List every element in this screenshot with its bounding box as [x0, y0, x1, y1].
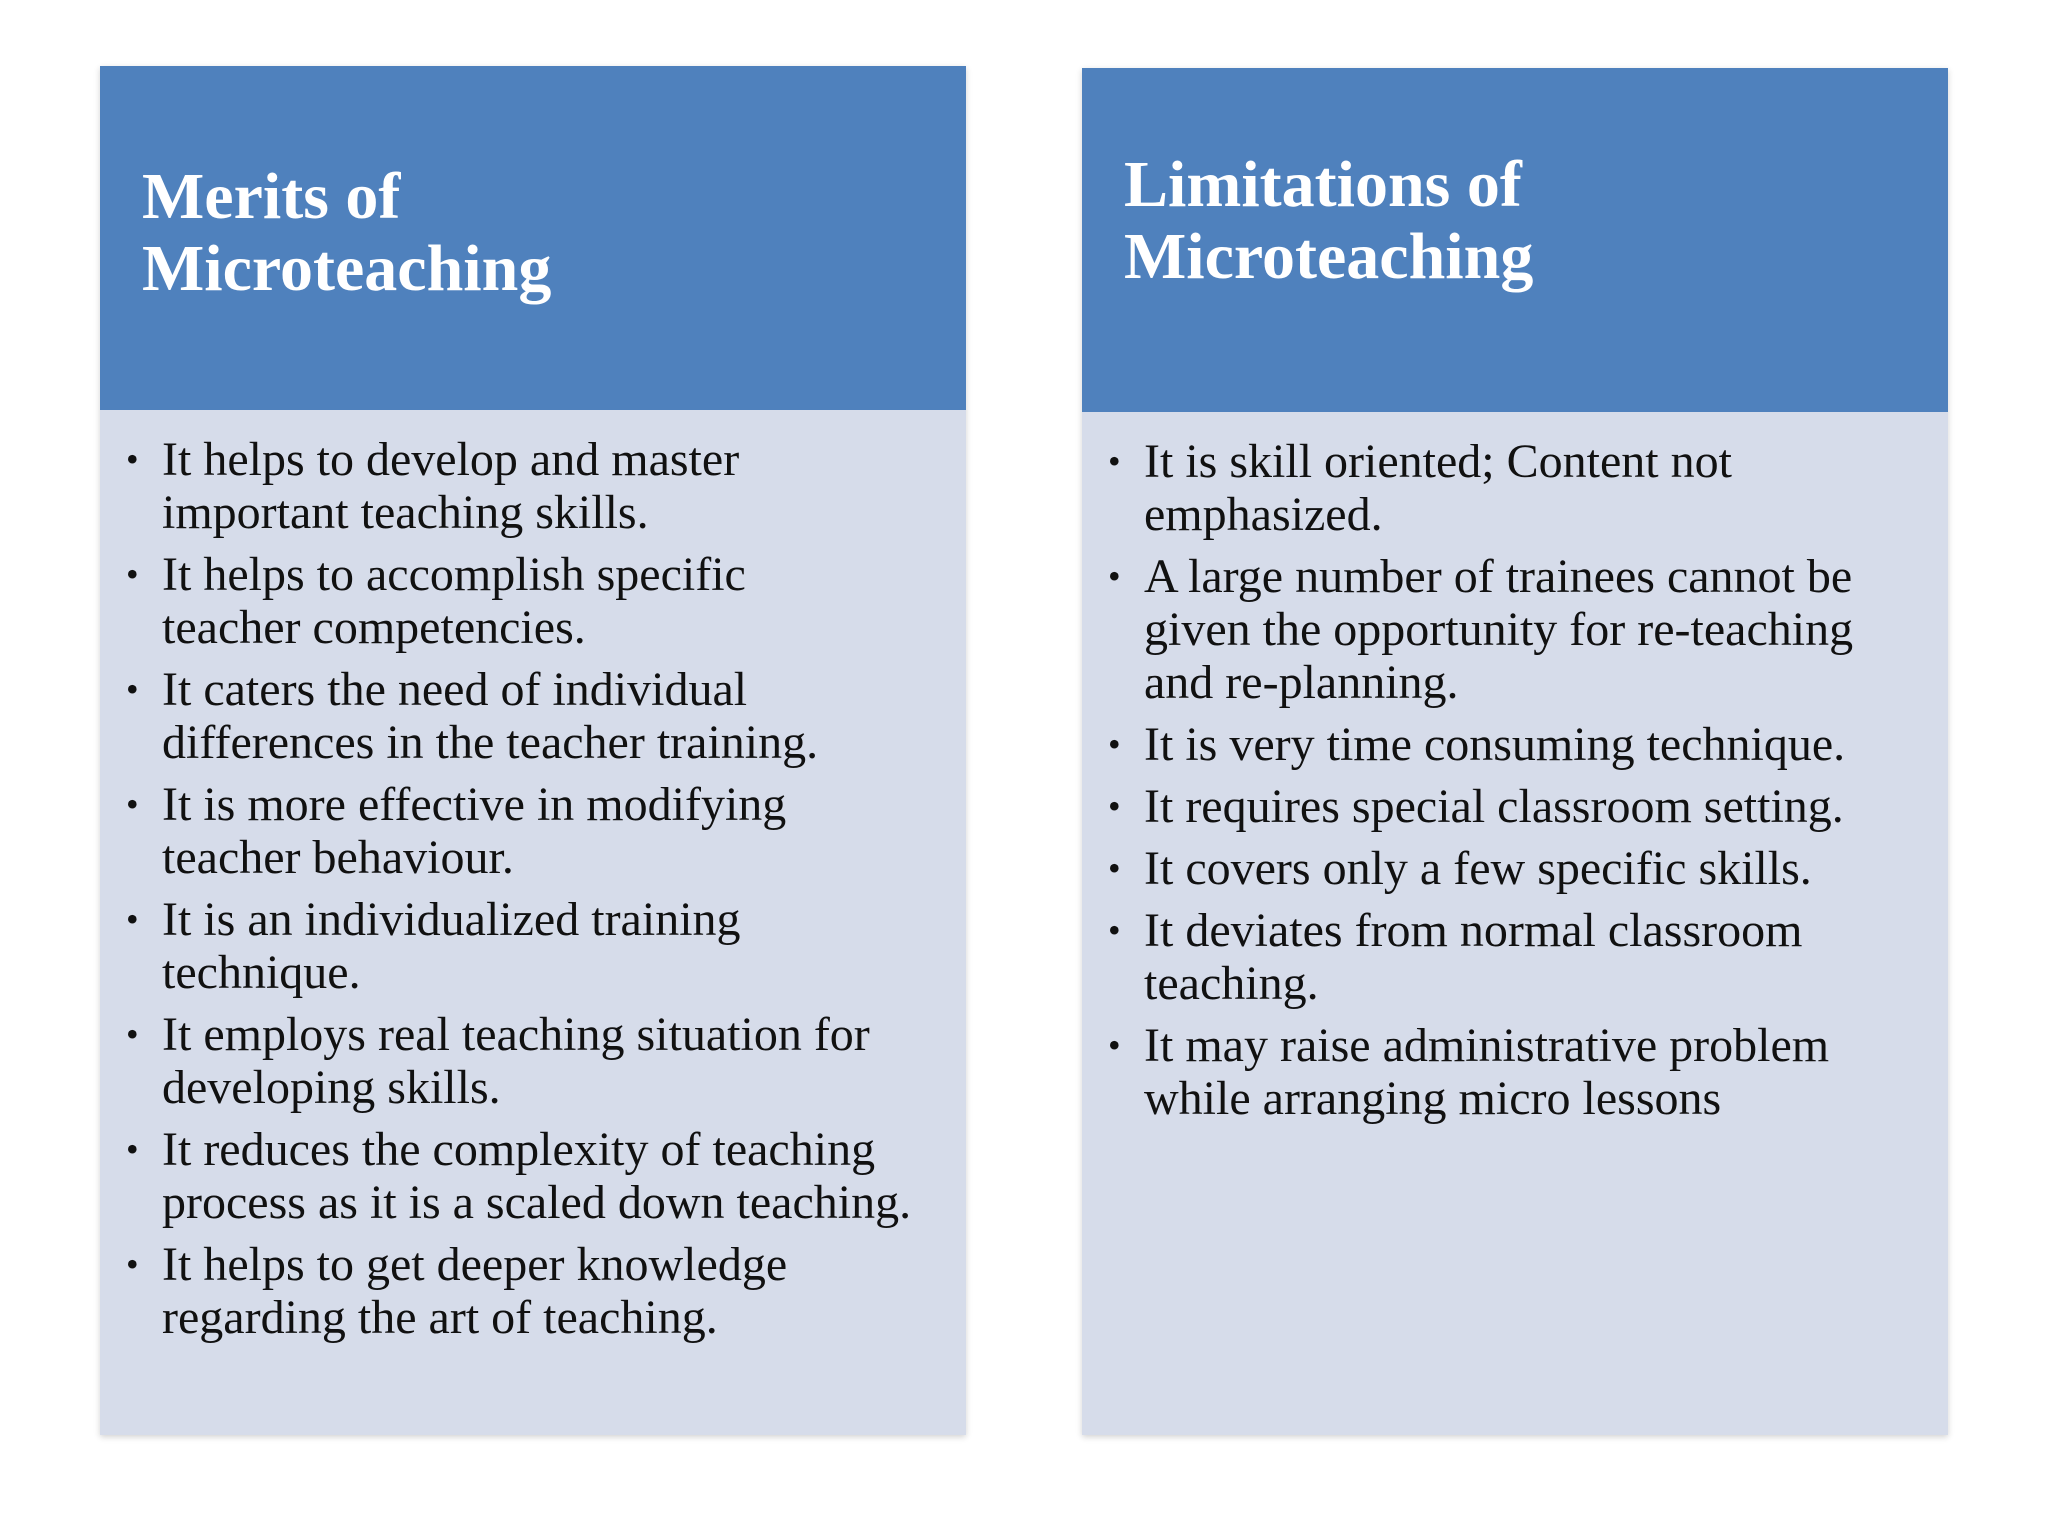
limitation-text: It deviates from normal classroom teaching. — [1144, 904, 1803, 1010]
merit-text: It is more effective in modifying teacher behaviour. — [162, 778, 787, 884]
bullet-icon: • — [1108, 556, 1121, 596]
list-item — [1108, 435, 1804, 541]
bullet-icon: • — [1108, 910, 1121, 950]
list-item — [1108, 842, 1924, 895]
list-item — [1108, 780, 1924, 833]
merit-text: It helps to get deeper knowledge regarding the art of teaching. — [162, 1238, 788, 1344]
bullet-icon: • — [126, 1129, 139, 1169]
list-item — [126, 1008, 932, 1114]
bullet-icon: • — [126, 1014, 139, 1054]
limitation-text: It covers only a few specific skills. — [1144, 842, 1812, 895]
bullet-icon: • — [126, 784, 139, 824]
list-item — [126, 893, 842, 999]
list-item — [1108, 718, 1924, 771]
limitations-title: Limitations of Microteaching — [1124, 148, 1534, 293]
merit-text: It reduces the complexity of teaching process as it is a scaled down teaching. — [162, 1123, 912, 1229]
list-item — [126, 778, 862, 884]
bullet-icon: • — [126, 554, 139, 594]
limitations-body — [1082, 412, 1948, 1134]
bullet-icon: • — [126, 899, 139, 939]
merit-text: It employs real teaching situation for developing skills. — [162, 1008, 870, 1114]
list-item — [126, 548, 822, 654]
merit-text: It is an individualized training technique. — [162, 893, 741, 999]
list-item — [1108, 1019, 1914, 1125]
merit-text: It helps to accomplish specific teacher competencies. — [162, 548, 746, 654]
limitation-text: It is very time consuming technique. — [1144, 718, 1846, 771]
limitations-panel — [1082, 68, 1948, 1435]
bullet-icon: • — [126, 439, 139, 479]
bullet-icon: • — [1108, 724, 1121, 764]
bullet-icon: • — [126, 1244, 139, 1284]
merits-panel — [100, 66, 966, 1435]
list-item — [126, 1123, 936, 1229]
limitation-text: It is skill oriented; Content not emphasized. — [1144, 435, 1732, 541]
list-item — [126, 433, 922, 539]
merit-text: It helps to develop and master important teaching skills. — [162, 433, 740, 539]
limitation-text: It requires special classroom setting. — [1144, 780, 1844, 833]
bullet-icon: • — [1108, 441, 1121, 481]
limitations-header — [1082, 68, 1948, 412]
bullet-icon: • — [1108, 848, 1121, 888]
merits-body — [100, 410, 966, 1353]
limitation-text: It may raise administrative problem while arranging micro lessons — [1144, 1019, 1830, 1125]
bullet-icon: • — [126, 669, 139, 709]
merits-header — [100, 66, 966, 410]
list-item — [1108, 550, 1924, 709]
bullet-icon: • — [1108, 786, 1121, 826]
limitations-list — [1108, 435, 1918, 1125]
merits-list — [126, 433, 936, 1344]
list-item — [126, 1238, 862, 1344]
list-item — [1108, 904, 1864, 1010]
merits-title: Merits of Microteaching — [142, 160, 552, 305]
limitation-text: A large number of trainees cannot be given the opportunity for re-teaching and re-planning. — [1144, 550, 1854, 709]
list-item — [126, 663, 922, 769]
merit-text: It caters the need of individual differences in the teacher training. — [162, 663, 819, 769]
bullet-icon: • — [1108, 1025, 1121, 1065]
